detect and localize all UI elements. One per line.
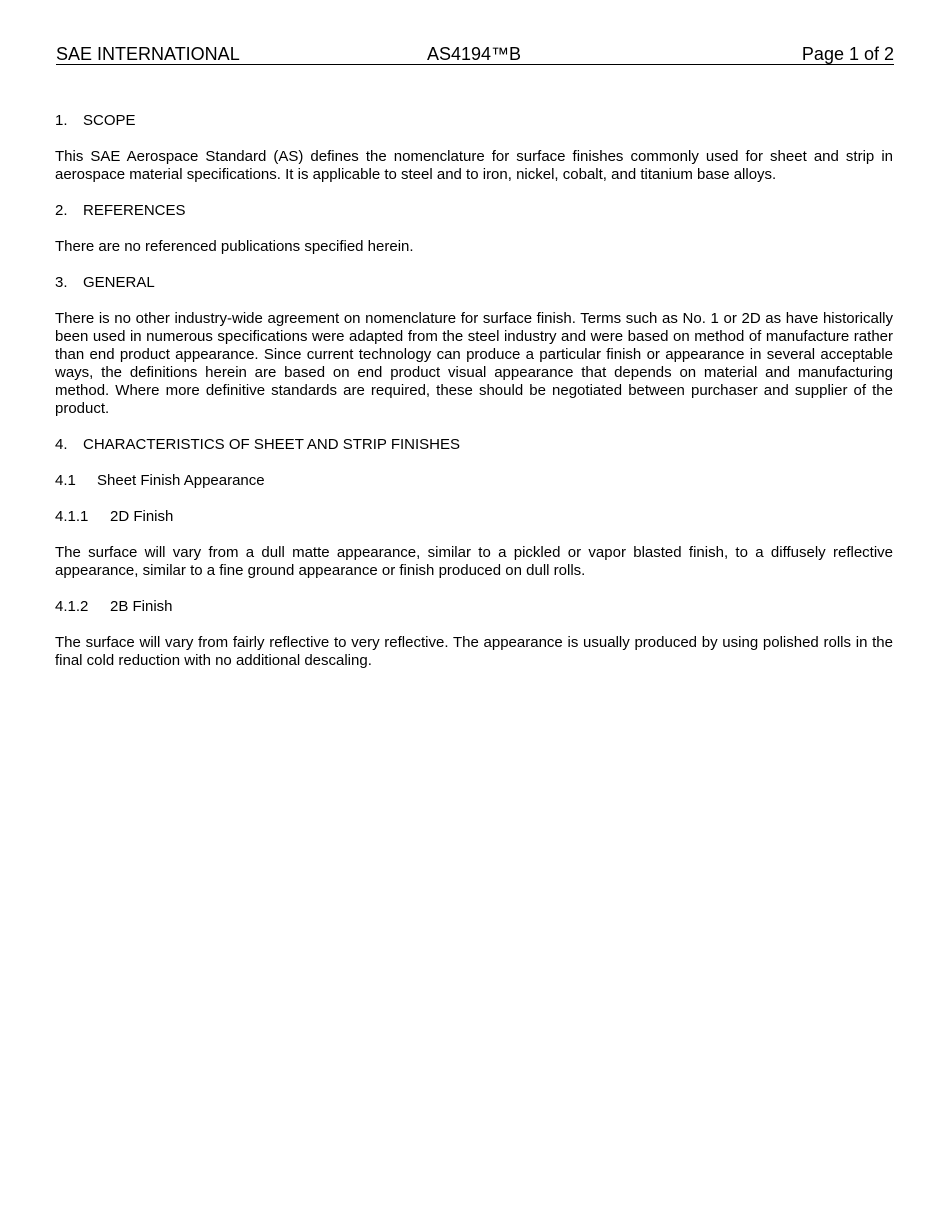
section-title: CHARACTERISTICS OF SHEET AND STRIP FINISHES <box>83 436 461 453</box>
section-number: 3. <box>55 274 68 291</box>
header-organization: SAE INTERNATIONAL <box>56 44 240 64</box>
document-body <box>55 112 893 688</box>
page-header <box>56 44 894 65</box>
section-title: 2B Finish <box>110 598 173 615</box>
header-document-id: AS4194™B <box>427 44 522 64</box>
section-4-1-1-heading <box>55 508 893 526</box>
section-1-paragraph: This SAE Aerospace Standard (AS) defines the nomenclature for surface finishes commonly used for sheet and strip in aerospace material specifications. It is applicable to steel and to iron, nickel, cobalt, and titanium base alloys. <box>55 148 893 183</box>
section-4-1-1-paragraph: The surface will vary from a dull matte appearance, similar to a pickled or vapor blasted finish, to a diffusely reflective appearance, similar to a fine ground appearance or finish produced on dull rolls. <box>55 544 893 579</box>
section-number: 4.1.1 <box>55 508 89 525</box>
section-title: GENERAL <box>83 274 155 291</box>
section-title: 2D Finish <box>110 508 174 525</box>
section-4-1-heading <box>55 472 893 490</box>
section-2-paragraph: There are no referenced publications specified herein. <box>55 238 414 255</box>
section-4-1-2-heading <box>55 598 893 616</box>
section-4-heading <box>55 436 893 454</box>
section-number: 4. <box>55 436 68 453</box>
section-2-heading <box>55 202 893 220</box>
section-1-heading <box>55 112 893 130</box>
section-3-paragraph: There is no other industry-wide agreement on nomenclature for surface finish. Terms such as No. 1 or 2D as have historically been used in numerous specifications were adapted from the steel industry and were based on method of manufacture rather than end product appearance. Since current technology can produce a particular finish or appearance in several acceptable ways, the definitions herein are based on end product visual appearance that depends on material and manufacturing method. Where more definitive standards are required, these should be negotiated between purchaser and supplier of the product. <box>55 310 893 417</box>
section-number: 4.1.2 <box>55 598 89 615</box>
section-title: SCOPE <box>83 112 136 129</box>
section-number: 1. <box>55 112 68 129</box>
header-page-number: Page 1 of 2 <box>801 44 894 64</box>
section-number: 4.1 <box>55 472 76 489</box>
section-number: 2. <box>55 202 68 219</box>
section-4-1-2-paragraph: The surface will vary from fairly reflective to very reflective. The appearance is usually produced by using polished rolls in the final cold reduction with no additional descaling. <box>55 634 893 669</box>
section-3-heading <box>55 274 893 292</box>
section-title: Sheet Finish Appearance <box>97 472 265 489</box>
section-title: REFERENCES <box>83 202 186 219</box>
